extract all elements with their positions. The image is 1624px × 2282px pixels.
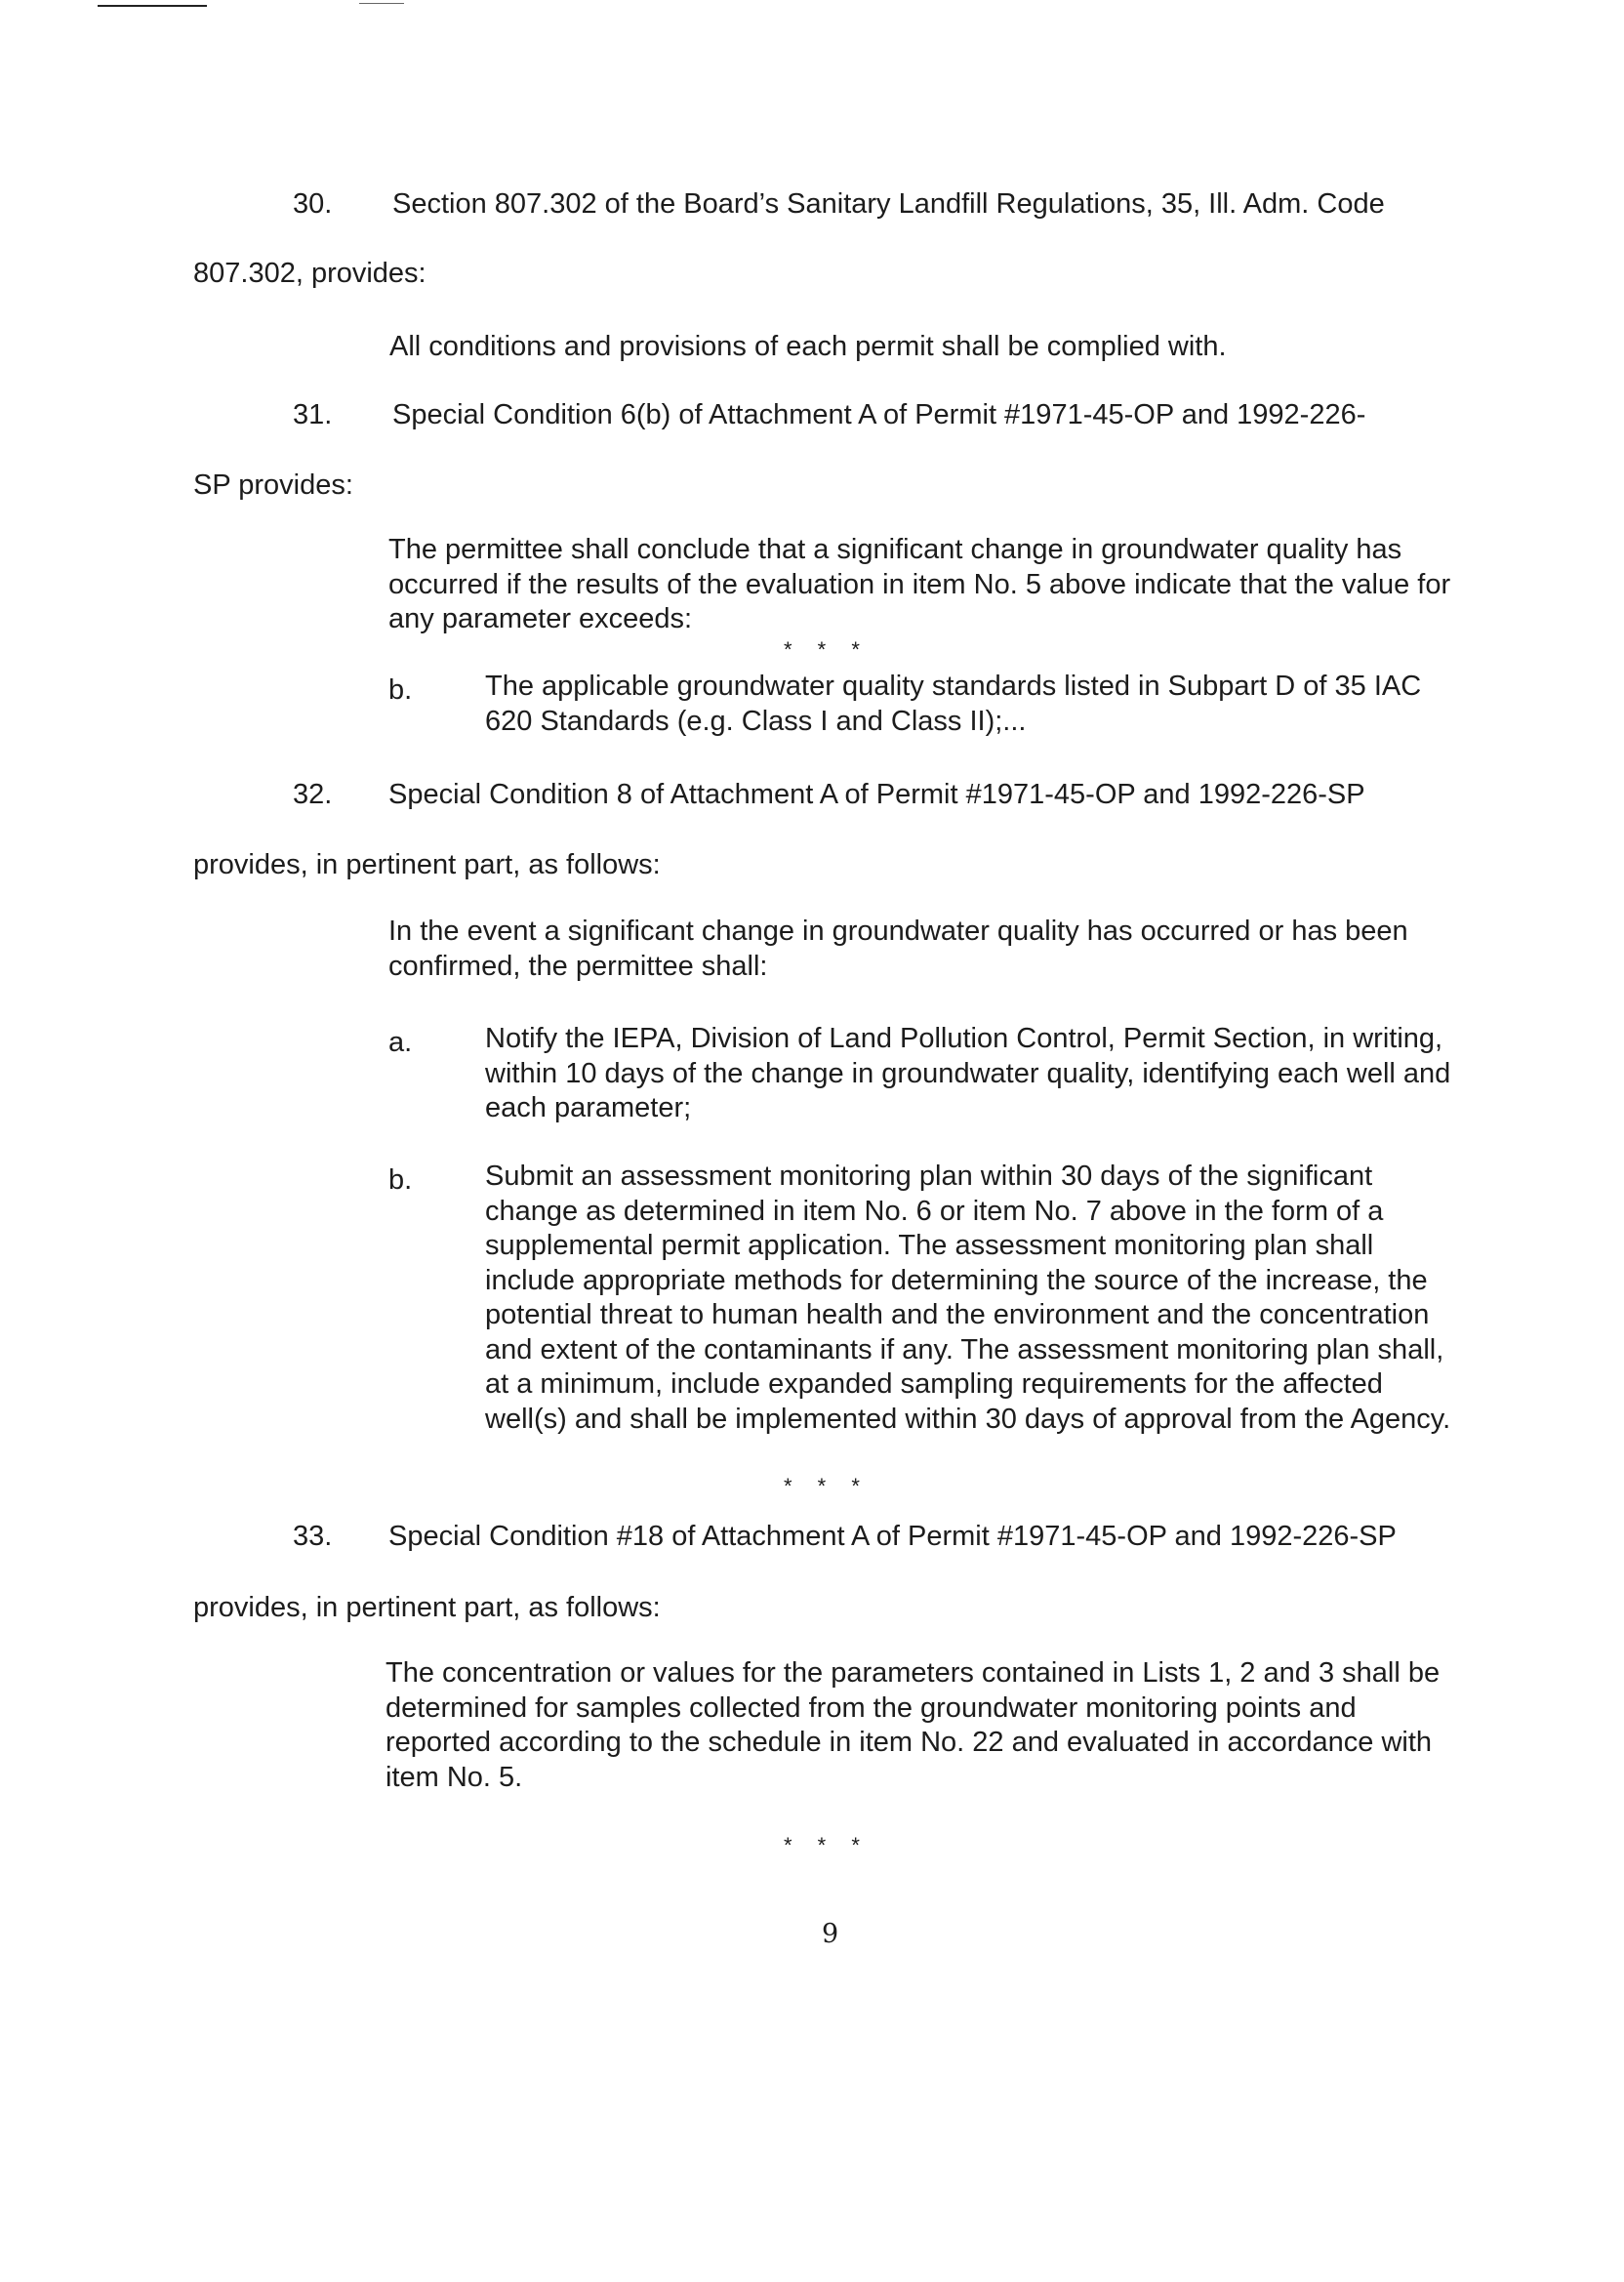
paragraph-30-line2: 807.302, provides: <box>193 258 426 289</box>
paragraph-32-line1: Special Condition 8 of Attachment A of Permit #1971-45-OP and 1992-226-SP <box>388 779 1365 810</box>
paragraph-31-item-b-text: The applicable groundwater quality standards listed in Subpart D of 35 IAC 620 Standards (e.g. Class I and Class II);... <box>485 671 1422 737</box>
paragraph-30-number: 30. <box>293 188 333 220</box>
paragraph-32-item-a-text: Notify the IEPA, Division of Land Pollution Control, Permit Section, in writing, within 10 days of the change in groundwater quality, identifying each well and each parameter; <box>485 1023 1451 1123</box>
section-break-stars: * * * <box>784 1474 870 1498</box>
paragraph-33-quote: The concentration or values for the parameters contained in Lists 1, 2 and 3 shall be determined for samples collected from the groundwater monitoring points and reported according to the schedule in item No. 22 and evaluated in accordance with item No. 5. <box>386 1657 1441 1793</box>
page-number: 9 <box>822 1919 839 1949</box>
paragraph-33-line1: Special Condition #18 of Attachment A of Permit #1971-45-OP and 1992-226-SP <box>388 1521 1397 1552</box>
paragraph-33-number: 33. <box>293 1521 333 1552</box>
paragraph-31-item-b-label: b. <box>388 674 413 706</box>
paragraph-32-quote: In the event a significant change in groundwater quality has occurred or has been confirmed, the permittee shall: <box>388 916 1408 982</box>
paragraph-31-quote: The permittee shall conclude that a significant change in groundwater quality has occurred if the results of the evaluation in item No. 5 above indicate that the value for any parameter exceeds: <box>388 534 1451 634</box>
paragraph-32-number: 32. <box>293 779 333 810</box>
paragraph-32-item-b-text: Submit an assessment monitoring plan within 30 days of the significant change as determined in item No. 6 or item No. 7 above in the form of a supplemental permit application. The assessment monitoring plan shall include appropriate methods for determining the source of the increase, the potential threat to human health and the environment and the concentration and extent of the contaminants if any. The assessment monitoring plan shall, at a minimum, include expanded sampling requirements for the affected well(s) and shall be implemented within 30 days of approval from the Agency. <box>485 1161 1451 1435</box>
section-break-stars: * * * <box>784 1833 870 1857</box>
paragraph-31-line1: Special Condition 6(b) of Attachment A of Permit #1971-45-OP and 1992-226- <box>392 399 1366 430</box>
scan-artifact-dash <box>359 3 404 4</box>
section-break-stars: * * * <box>784 637 870 662</box>
paragraph-30-quote: All conditions and provisions of each permit shall be complied with. <box>389 331 1227 362</box>
paragraph-31-line2: SP provides: <box>193 469 353 501</box>
paragraph-32-item-a-label: a. <box>388 1027 413 1058</box>
paragraph-33-line2: provides, in pertinent part, as follows: <box>193 1592 661 1623</box>
paragraph-32-item-b-label: b. <box>388 1164 413 1196</box>
scan-artifact-line <box>98 5 207 7</box>
paragraph-30-line1: Section 807.302 of the Board’s Sanitary Landfill Regulations, 35, Ill. Adm. Code <box>392 188 1385 220</box>
paragraph-32-line2: provides, in pertinent part, as follows: <box>193 849 661 880</box>
paragraph-31-number: 31. <box>293 399 333 430</box>
